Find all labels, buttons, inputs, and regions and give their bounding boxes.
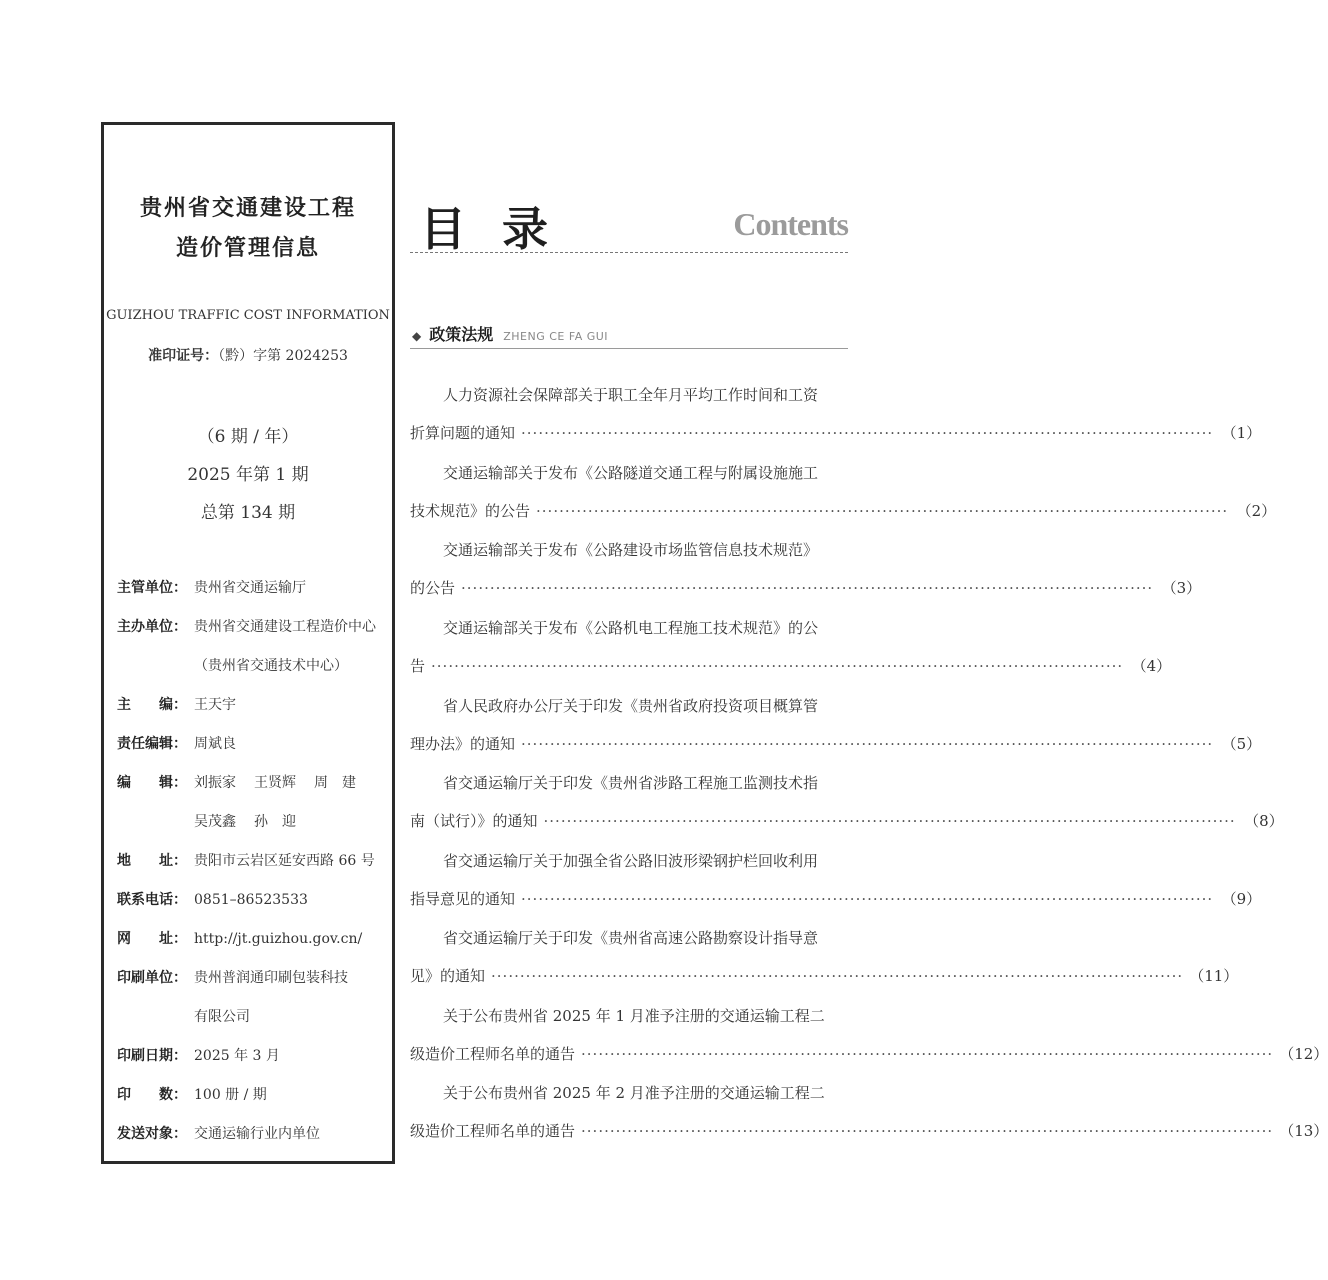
toc-entry-line1: 省交通运输厅关于印发《贵州省高速公路勘察设计指导意 bbox=[443, 929, 819, 947]
address-label: 地 址： bbox=[117, 853, 187, 869]
editors-row-2 bbox=[194, 811, 296, 831]
toc-entry-line2: 的公告 bbox=[410, 579, 456, 597]
print-date-row bbox=[117, 1045, 280, 1065]
toc-entry[interactable] bbox=[410, 376, 1262, 452]
masthead-box bbox=[101, 122, 395, 1164]
toc-entry[interactable] bbox=[410, 531, 1202, 607]
toc-leader: ························································································································ bbox=[521, 890, 1214, 908]
distribution-label: 发送对象： bbox=[117, 1126, 187, 1142]
chief-editor-label: 主 编： bbox=[117, 697, 187, 713]
journal-title-line2: 造价管理信息 bbox=[175, 236, 320, 261]
editors-row bbox=[117, 772, 356, 792]
contents-title-en: Contents bbox=[733, 206, 848, 242]
toc-entry-line2: 折算问题的通知 bbox=[410, 424, 516, 442]
printer-row bbox=[117, 967, 348, 987]
toc-entry-line1: 省人民政府办公厅关于印发《贵州省政府投资项目概算管 bbox=[443, 697, 819, 715]
toc-entry[interactable] bbox=[410, 454, 1277, 530]
editors-line2 bbox=[194, 811, 296, 831]
distribution-row bbox=[117, 1123, 320, 1143]
toc-leader: ························································································································ bbox=[491, 967, 1184, 985]
toc-entry-line1: 交通运输部关于发布《公路建设市场监管信息技术规范》 bbox=[443, 541, 819, 559]
toc-entry[interactable] bbox=[410, 687, 1262, 763]
chief-editor-value: 王天宇 bbox=[194, 697, 236, 713]
editor-name: 孙 迎 bbox=[254, 814, 296, 830]
toc-page-number: （3） bbox=[1161, 579, 1202, 597]
chief-editor-row bbox=[117, 694, 236, 714]
responsible-editor-label: 责任编辑： bbox=[117, 736, 187, 752]
toc-entry-line2: 告 bbox=[410, 657, 426, 675]
toc-entry-line1: 关于公布贵州省 2025 年 2 月准予注册的交通运输工程二 bbox=[443, 1084, 825, 1102]
sponsor-sub-value: （贵州省交通技术中心） bbox=[194, 658, 348, 674]
phone-label: 联系电话： bbox=[117, 892, 187, 908]
editor-name: 刘振家 bbox=[194, 775, 236, 791]
toc-leader: ························································································································ bbox=[521, 424, 1214, 442]
competent-unit-value: 贵州省交通运输厅 bbox=[194, 580, 306, 596]
toc-entry-line1: 人力资源社会保障部关于职工全年月平均工作时间和工资 bbox=[443, 386, 819, 404]
print-count-value: 100 册 / 期 bbox=[194, 1087, 267, 1103]
toc-entry-line1: 省交通运输厅关于印发《贵州省涉路工程施工监测技术指 bbox=[443, 774, 819, 792]
print-count-row bbox=[117, 1084, 267, 1104]
toc-page-number: （12） bbox=[1279, 1045, 1328, 1063]
journal-english-title: GUIZHOU TRAFFIC COST INFORMATION bbox=[106, 308, 390, 323]
website-link[interactable]: http://jt.guizhou.gov.cn/ bbox=[194, 931, 363, 947]
toc-entry-line2: 级造价工程师名单的通告 bbox=[410, 1045, 576, 1063]
toc-entry-line2: 级造价工程师名单的通告 bbox=[410, 1122, 576, 1140]
toc-entry-line2: 南（试行）》的通知 bbox=[410, 812, 538, 830]
section-header bbox=[412, 322, 608, 345]
toc-entry-line2: 理办法》的通知 bbox=[410, 735, 516, 753]
journal-title-line1: 贵州省交通建设工程 bbox=[139, 196, 356, 221]
title-divider bbox=[410, 252, 848, 253]
permit-value: （黔）字第 2024253 bbox=[218, 348, 348, 364]
editors-line1 bbox=[194, 772, 356, 792]
toc-leader: ························································································································ bbox=[521, 735, 1214, 753]
editor-name: 吴茂鑫 bbox=[194, 814, 236, 830]
toc-leader: ························································································································ bbox=[431, 657, 1124, 675]
toc-page-number: （9） bbox=[1221, 890, 1262, 908]
address-value: 贵阳市云岩区延安西路 66 号 bbox=[194, 853, 375, 869]
website-label: 网 址： bbox=[117, 931, 187, 947]
print-date-value: 2025 年 3 月 bbox=[194, 1048, 280, 1064]
toc-leader: ························································································································ bbox=[581, 1122, 1274, 1140]
toc-page-number: （11） bbox=[1189, 967, 1239, 985]
section-name-en: ZHENG CE FA GUI bbox=[503, 330, 609, 343]
toc-page-number: （2） bbox=[1236, 502, 1277, 520]
toc-entry[interactable] bbox=[410, 919, 1239, 995]
toc-leader: ························································································································ bbox=[581, 1045, 1274, 1063]
issue-number: 2025 年第 1 期 bbox=[187, 465, 309, 485]
diamond-icon: ◆ bbox=[412, 329, 422, 343]
website-row bbox=[117, 928, 362, 948]
toc-leader: ························································································································ bbox=[543, 812, 1236, 830]
toc-entry-line2: 技术规范》的公告 bbox=[410, 502, 531, 520]
toc-entry-line1: 交通运输部关于发布《公路机电工程施工技术规范》的公 bbox=[443, 619, 819, 637]
permit-label: 准印证号： bbox=[148, 348, 219, 364]
publication-frequency: （6 期 / 年） bbox=[197, 427, 299, 447]
distribution-value: 交通运输行业内单位 bbox=[194, 1126, 320, 1142]
toc-entry-line1: 省交通运输厅关于加强全省公路旧波形梁钢护栏回收利用 bbox=[443, 852, 819, 870]
toc-page-number: （13） bbox=[1279, 1122, 1328, 1140]
responsible-editor-value: 周斌良 bbox=[194, 736, 236, 752]
section-divider bbox=[410, 348, 848, 349]
total-issue-number: 总第 134 期 bbox=[200, 503, 296, 523]
toc-entry[interactable] bbox=[410, 764, 1284, 840]
contents-title-cn: 目 录 bbox=[420, 202, 559, 256]
toc-entry-line2: 指导意见的通知 bbox=[410, 890, 516, 908]
printer-row-2 bbox=[194, 1006, 250, 1026]
toc-entry[interactable] bbox=[410, 609, 1172, 685]
toc-leader: ························································································································ bbox=[461, 579, 1154, 597]
printer-value: 贵州普润通印刷包装科技 bbox=[194, 970, 348, 986]
toc-entry-line1: 交通运输部关于发布《公路隧道交通工程与附属设施施工 bbox=[443, 464, 819, 482]
toc-leader: ························································································································ bbox=[536, 502, 1229, 520]
competent-unit-label: 主管单位： bbox=[117, 580, 187, 596]
sponsor-sub-row bbox=[194, 655, 348, 675]
editor-name: 王贤辉 bbox=[254, 775, 296, 791]
printer-label: 印刷单位： bbox=[117, 970, 187, 986]
toc-entry-line2: 见》的通知 bbox=[410, 967, 486, 985]
toc-entry[interactable] bbox=[410, 842, 1262, 918]
phone-value: 0851–86523533 bbox=[194, 892, 308, 908]
editors-label: 编 辑： bbox=[117, 775, 187, 791]
responsible-editor-row bbox=[117, 733, 236, 753]
sponsor-value: 贵州省交通建设工程造价中心 bbox=[194, 619, 376, 635]
printer-value-2: 有限公司 bbox=[194, 1009, 250, 1025]
permit-number bbox=[104, 345, 392, 365]
print-date-label: 印刷日期： bbox=[117, 1048, 187, 1064]
sponsor-label: 主办单位： bbox=[117, 619, 187, 635]
toc-entry-line1: 关于公布贵州省 2025 年 1 月准予注册的交通运输工程二 bbox=[443, 1007, 825, 1025]
address-row bbox=[117, 850, 375, 870]
editor-name: 周 建 bbox=[314, 775, 356, 791]
toc-page-number: （8） bbox=[1244, 812, 1284, 830]
sponsor-row bbox=[117, 616, 376, 636]
toc-page-number: （1） bbox=[1221, 424, 1262, 442]
toc-entry[interactable] bbox=[410, 997, 1328, 1073]
phone-row bbox=[117, 889, 308, 909]
toc-entry[interactable] bbox=[410, 1074, 1328, 1150]
toc-page-number: （4） bbox=[1131, 657, 1172, 675]
competent-unit-row bbox=[117, 577, 306, 597]
print-count-label: 印 数： bbox=[117, 1087, 187, 1103]
section-name-cn: 政策法规 bbox=[429, 325, 494, 344]
toc-page-number: （5） bbox=[1221, 735, 1262, 753]
